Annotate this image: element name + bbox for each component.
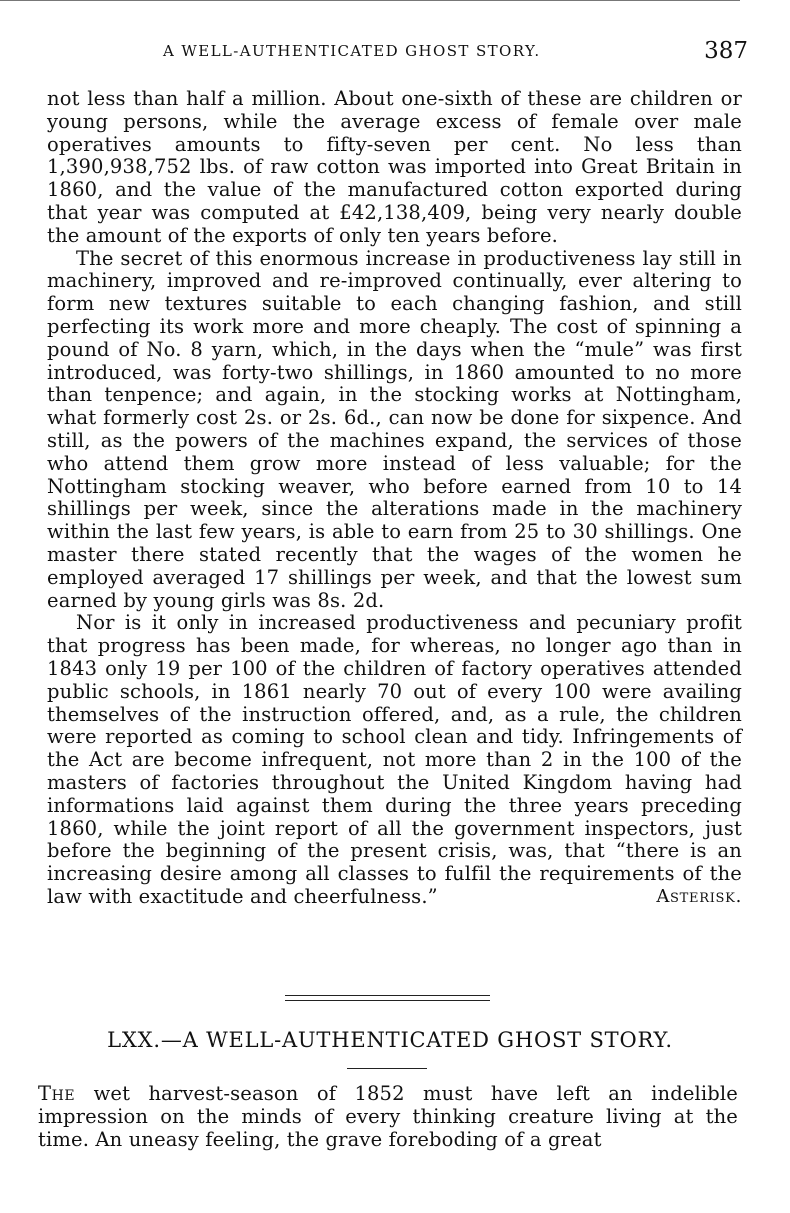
running-head <box>48 38 748 68</box>
heading-rule <box>347 1068 427 1069</box>
previous-article-text <box>47 88 742 909</box>
chapter-heading: LXX.—A WELL-AUTHENTICATED GHOST STORY. <box>107 1028 673 1052</box>
paragraph-machinery: The secret of this enormous increase in productiveness lay still in machinery, improved and re-improved continually, ever altering to form new textures suitable to each changing fashion, and still perfecting its work more and more cheaply. The cost of spinning a pound of No. 8 yarn, which, in the days when the “mule” was first introduced, was forty-two shillings, in 1860 amounted to no more than tenpence; and again, in the stocking works at Nottingham, what formerly cost 2s. or 2s. 6d., can now be done for sixpence. And still, as the powers of the machines expand, the services of those who attend them grow more instead of less valuable; for the Nottingham stocking weaver, who before earned from 10 to 14 shillings per week, since the alterations made in the machinery within the last few years, is able to earn from 25 to 30 shillings. One master there stated recently that the wages of the women he employed averaged 17 shillings per week, and that the lowest sum earned by young girls was 8s. 2d. <box>47 246 742 612</box>
chapter-lead-word: The <box>38 1082 76 1105</box>
paragraph-continued: not less than half a million. About one-sixth of these are children or young persons, while the average excess of female over male operatives amounts to fifty-seven per cent. No less than 1,390,938,752 lbs. of raw cotton was imported into Great Britain in 1860, and the value of the manufactured cotton exported during that year was computed at £42,138,409, being very nearly double the amount of the exports of only ten years before. <box>47 87 742 247</box>
chapter-opening-text: wet harvest-season of 1852 must have left an indelible impression on the minds of every thinking creature living at the time. An uneasy feeling, the grave foreboding of a great <box>38 1082 738 1151</box>
paragraph-progress-text: Nor is it only in increased productiveness and pecuniary profit that progress has been made, for whereas, no longer ago than in 1843 only 19 per 100 of the children of factory operatives attended public schools, in 1861 nearly 70 out of every 100 were availing themselves of the instruction offered, and, as a rule, the children were reported as coming to school clean and tidy. Infringements of the Act are become infrequent, not more than 2 in the 100 of the masters of factories throughout the United Kingdom having had informations laid against them during the three years preceding 1860, while the joint report of all the government inspectors, just before the beginning of the present crisis, was, that “there is an increasing desire among all classes to fulfil the requirements of the law with exactitude and cheerfulness.” <box>47 611 742 908</box>
chapter-opening <box>38 1083 738 1151</box>
author-signature: Asterisk. <box>656 885 742 907</box>
chapter-first-paragraph <box>38 1083 738 1151</box>
section-divider <box>285 995 490 1001</box>
page-number: 387 <box>704 38 748 64</box>
paragraph-progress <box>47 612 742 908</box>
running-title: A WELL-AUTHENTICATED GHOST STORY. <box>163 42 541 60</box>
top-rule <box>0 0 740 1</box>
